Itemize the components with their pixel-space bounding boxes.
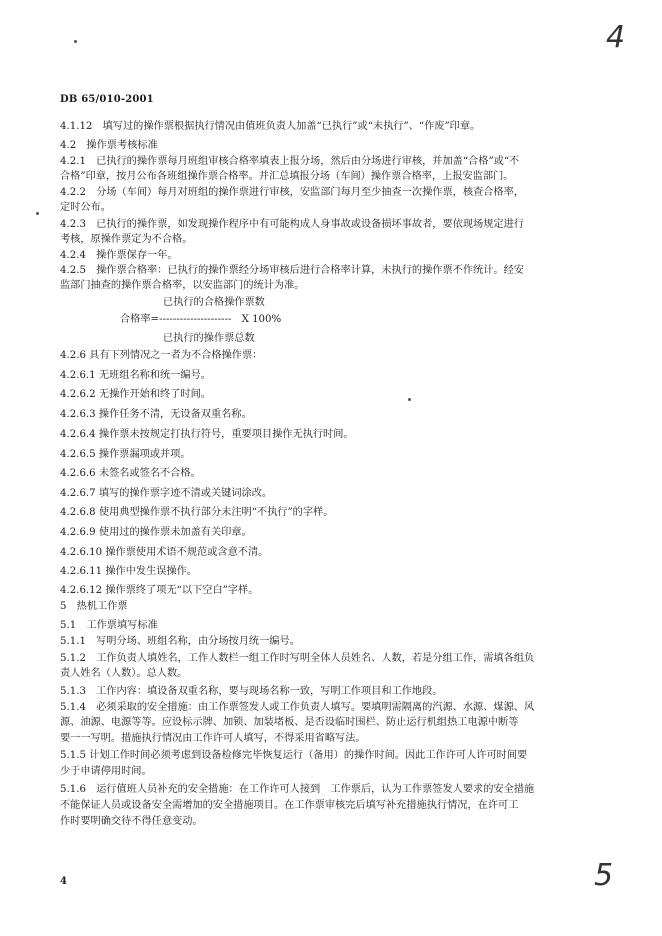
text-line: 少于申请停用时间。 [60, 766, 152, 777]
text-line: 考核，原操作票定为不合格。 [60, 234, 193, 245]
text-line: 5.1.6 运行值班人员补充的安全措施：在工作许可人接到 工作票后，认为工作票签发人要求的安全措施 [60, 784, 535, 795]
list-item: 4.2.6.4 操作票未按规定打执行符号，重要项目操作无执行时间。 [60, 429, 354, 440]
text-line: 5.1.3 工作内容：填设备双重名称，要与现场名称一致，写明工作项目和工作地段。 [60, 686, 443, 697]
text-line: 合格”印章，按月公布各班组操作票合格率。并汇总填报分场（车间）操作票合格率，上报安监部门。 [60, 171, 514, 182]
text-line: 4.2.3 已执行的操作票，如发现操作程序中有可能构成人身事故或设备损坏事故者，要依现场规定进行 [60, 219, 524, 230]
list-item: 4.2.6.7 填写的操作票字迹不清或关键词涂改。 [60, 488, 273, 499]
text-line: 5.1.2 工作负责人填姓名，工作人数栏一组工作时写明全体人员姓名、人数，若是分组工作，需填各组负 [60, 653, 535, 664]
text-line: 4.2.2 分场（车间）每月对班组的操作票进行审核，安监部门每月至少抽查一次操作票，核查合格率， [60, 187, 524, 198]
list-item: 4.2.6.6 未签名或签名不合格。 [60, 468, 201, 479]
text-line: 4.2.1 已执行的操作票每月班组审核合格率填表上报分场，然后由分场进行审核，并加盖“合格”或“不 [60, 156, 520, 167]
text-line: 5.1.1 写明分场、班组名称，由分场按月统一编号。 [60, 636, 300, 647]
text-line: 监部门抽查的操作票合格率，以安监部门的统计为准。 [60, 280, 305, 291]
list-item: 4.2.6.8 使用典型操作票不执行部分未注明“不执行”的字样。 [60, 507, 334, 518]
scan-speck [74, 40, 77, 43]
scan-speck [36, 212, 39, 215]
list-item: 4.2.6 具有下列情况之一者为不合格操作票： [60, 350, 263, 361]
handwritten-corner-mark: 4 [606, 20, 626, 55]
text-line: 4.2.4 操作票保存一年。 [60, 250, 178, 261]
subsection-heading: 5.1 工作票填写标准 [60, 620, 158, 631]
text-line: 4.2.5 操作票合格率：已执行的操作票经分场审核后进行合格率计算，未执行的操作票不作统计。经安 [60, 265, 524, 276]
formula-label: 合格率=--------------------- X 100% [120, 314, 282, 325]
section-heading: 5 热机工作票 [60, 601, 128, 612]
formula-denominator: 已执行的操作票总数 [163, 333, 255, 344]
text-line: 5.1.4 必须采取的安全措施：由工作票签发人或工作负责人填写。要填明需隔离的汽源、水源、煤源、风 [60, 702, 535, 713]
list-item: 4.2.6.3 操作任务不清，无设备双重名称。 [60, 409, 252, 420]
text-line: 要一一写明。措施执行情况由工作许可人填写，不得采用省略写法。 [60, 733, 366, 744]
text-line: 定时公布。 [60, 202, 111, 213]
formula-numerator: 已执行的合格操作票数 [163, 297, 265, 308]
text-line: 4.1.12 填写过的操作票根据执行情况由值班负责人加盖“已执行”或“未执行”、“作废”印章。 [60, 121, 481, 132]
scan-speck [408, 398, 411, 401]
text-line: 责人姓名（人数）。总人数。 [60, 668, 188, 679]
list-item: 4.2.6.9 使用过的操作票未加盖有关印章。 [60, 527, 252, 538]
page-number: 4 [60, 876, 67, 887]
standard-code: DB 65/010-2001 [60, 94, 154, 105]
list-item: 4.2.6.1 无班组名称和统一编号。 [60, 370, 211, 381]
list-item: 4.2.6.5 操作票漏项或并项。 [60, 449, 191, 460]
list-item: 4.2.6.12 操作票终了项无“以下空白”字样。 [60, 585, 259, 596]
text-line: 5.1.5 计划工作时间必须考虑到设备检修完毕恢复运行（备用）的操作时间。因此工作许可人许可时间要 [60, 750, 528, 761]
text-line: 不能保证人员或设备安全需增加的安全措施项目。在工作票审核完后填写补充措施执行情况，在许可工 [60, 800, 519, 811]
handwritten-bottom-mark: 5 [594, 858, 614, 893]
list-item: 4.2.6.10 操作票使用术语不规范或含意不清。 [60, 547, 269, 558]
text-line: 4.2 操作票考核标准 [60, 140, 158, 151]
list-item: 4.2.6.2 无操作开始和终了时间。 [60, 389, 211, 400]
text-line: 源、油源、电源等等。应设标示牌、加锁、加装堵板、是否设临时围栏、防止运行机组热工电源中断等 [60, 717, 519, 728]
list-item: 4.2.6.11 操作中发生误操作。 [60, 566, 198, 577]
text-line: 作时要明确交待不得任意变动。 [60, 816, 203, 827]
